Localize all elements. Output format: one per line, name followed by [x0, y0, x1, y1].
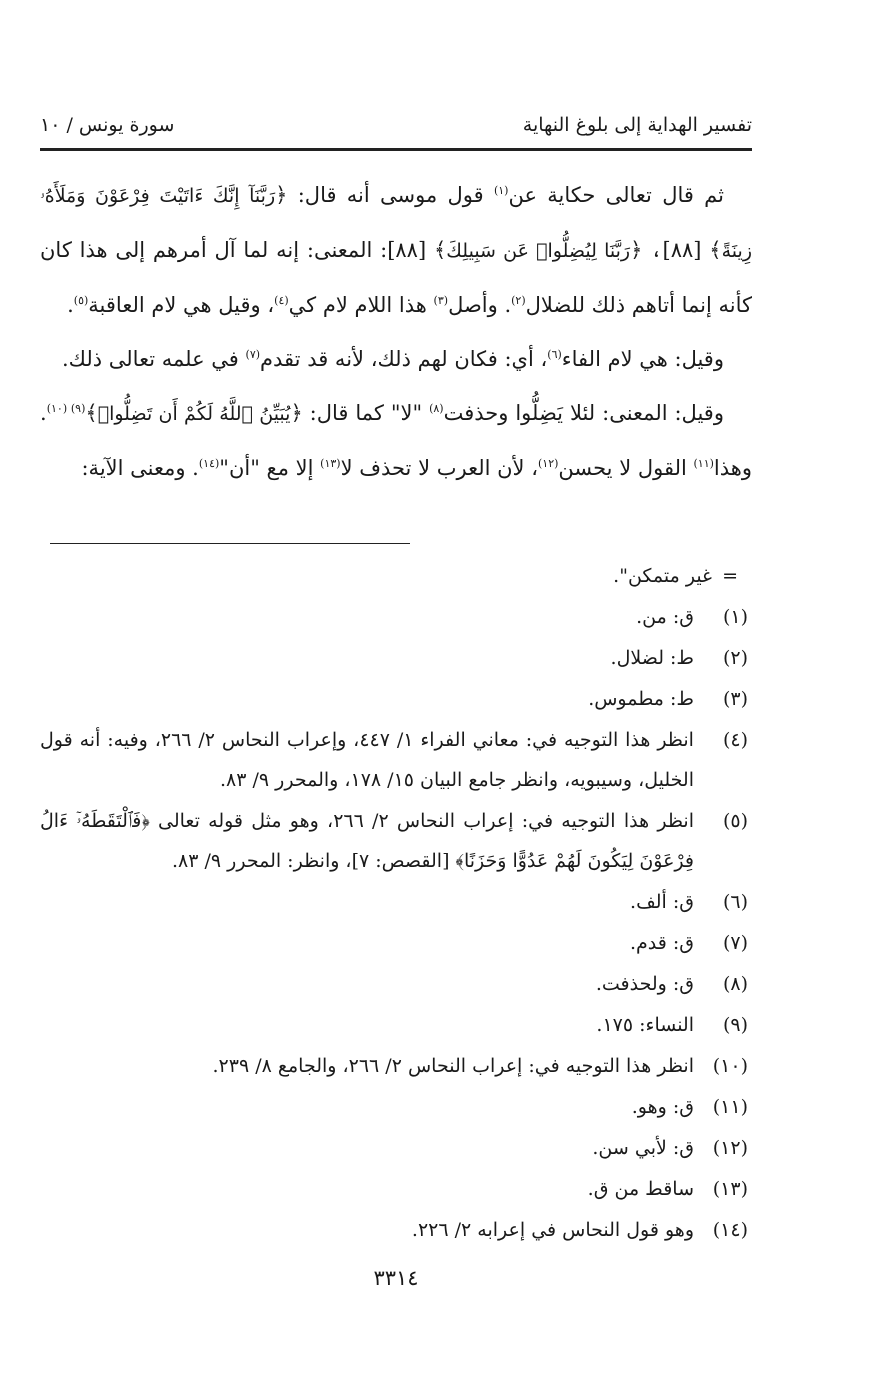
footnote: [40, 597, 752, 637]
paragraph-3: [40, 386, 752, 495]
footnote: [40, 1005, 752, 1045]
footnote: [40, 923, 752, 963]
footnote: [40, 1046, 752, 1086]
page-number: ٣٣١٤: [373, 1266, 419, 1290]
footnote-rule: [50, 543, 410, 544]
running-header: [40, 114, 752, 144]
footnote-text: ق: لأبي سن.: [592, 1137, 694, 1159]
quran-verse: رَبَّنَا لِيُضِلُّوا۟ عَن سَبِيلِكَ: [446, 240, 631, 262]
footnote-number: (٨): [722, 973, 748, 995]
footnote-ref: (١٣): [320, 457, 341, 470]
footnote-ref: (٥): [73, 294, 89, 307]
footnote-ref: (٤): [274, 294, 289, 307]
footnote-number: (٣): [722, 688, 748, 710]
footnote: [40, 1169, 752, 1209]
text-run: "لا" كما قال: ﴿: [290, 401, 430, 425]
text-run: هذا اللام لام كي: [288, 293, 434, 317]
book-page: [40, 0, 752, 1381]
footnote-ref: (٣): [433, 294, 449, 307]
text-run: وقيل: المعنى: لئلا يَضِلُّوا وحذفت: [443, 401, 724, 425]
footnote-ref: (٨): [429, 402, 444, 415]
footnote-number: (١٤): [712, 1219, 748, 1241]
footnote-ref: (١٠): [46, 402, 71, 415]
footnote-text: وهو قول النحاس في إعرابه ٢/ ٢٢٦.: [411, 1219, 694, 1241]
text-run: .: [67, 293, 74, 317]
footnote-number: (٩): [722, 1014, 748, 1036]
footnote-number: (١٠): [712, 1055, 748, 1077]
footnote: [40, 720, 752, 800]
footnote: [40, 1210, 752, 1250]
footnote-ref: (٧): [245, 348, 261, 361]
footnote-text: غير متمكن".: [613, 565, 712, 587]
footnote-text: ط: لضلال.: [610, 647, 694, 669]
text-run: ﴾ [٨٨]: المعنى: إنه لما آل أمرهم إلى هذا كان كأنه إنما أتاهم ذلك للضلال: [40, 238, 752, 317]
surah-title: سورة يونس / ١٠: [40, 114, 175, 136]
footnote-text: ق: قدم.: [629, 932, 694, 954]
footnotes: [40, 556, 752, 1251]
text-run: . وهذا: [40, 401, 752, 480]
text-run: . وأصل: [448, 293, 512, 317]
footnote-continuation: [40, 556, 752, 596]
footnote-text: ط: مطموس.: [588, 688, 694, 710]
footnote-text: ق: وهو.: [631, 1096, 694, 1118]
footnote-text: النساء: ١٧٥.: [596, 1014, 694, 1036]
footnote-text: ق: ألف.: [630, 891, 694, 913]
text-run: القول لا يحسن: [558, 456, 694, 480]
text-run: إلا مع "أن": [219, 456, 321, 480]
footnote: [40, 1128, 752, 1168]
text-run: ﴾ [٨٨]، ﴿: [630, 238, 722, 262]
footnote: [40, 964, 752, 1004]
text-run: ثم قال تعالى حكاية عن: [508, 183, 724, 207]
text-run: . ومعنى الآية:: [81, 456, 199, 480]
footnote: [40, 638, 752, 678]
text-run: وقيل: هي لام الفاء: [561, 347, 724, 371]
text-run: ، أي: فكان لهم ذلك، لأنه قد تقدم: [260, 347, 548, 371]
footnote-text: انظر هذا التوجيه في: إعراب النحاس ٢/ ٢٦٦، والجامع ٨/ ٢٣٩.: [212, 1055, 694, 1077]
footnote-number: (٥): [722, 810, 748, 832]
footnote: [40, 679, 752, 719]
footnote-number: (٦): [722, 891, 748, 913]
footnote: [40, 801, 752, 881]
footnote-number: =: [722, 565, 738, 587]
footnote-number: (٧): [722, 932, 748, 954]
footnote-number: (١٢): [712, 1137, 748, 1159]
quran-verse: يُبَيِّنُ ٱللَّهُ لَكُمْ أَن تَضِلُّوا۟: [97, 403, 291, 425]
text-run: ﴾: [85, 401, 98, 425]
text-run: قول موسى أنه قال: ﴿: [275, 183, 494, 207]
paragraph-2: [40, 332, 752, 386]
footnote-ref: (٦): [547, 348, 562, 361]
footnote-number: (١٣): [712, 1178, 748, 1200]
footnote-text: ق: ولحذفت.: [595, 973, 694, 995]
header-rule: [40, 148, 752, 151]
text-run: ، لأن العرب لا تحذف لا: [340, 456, 538, 480]
footnote-number: (١١): [712, 1096, 748, 1118]
footnote-ref: (١): [493, 184, 509, 197]
footnote-ref: (١٢): [537, 457, 559, 470]
footnote-ref: (١٤): [198, 457, 220, 470]
footnote-number: (٢): [722, 647, 748, 669]
footnote-number: (١): [722, 606, 748, 628]
footnote-ref: (١١): [693, 457, 714, 470]
paragraph-1: [40, 168, 752, 332]
text-run: ، وقيل هي لام العاقبة: [88, 293, 275, 317]
footnote-text: انظر هذا التوجيه في: معاني الفراء ١/ ٤٤٧، وإعراب النحاس ٢/ ٢٦٦، وفيه: أنه قول الخليل، وسيبويه، وانظر جامع البيان ١٥/ ١٧٨، والمحرر ٩/ ٨٣.: [40, 729, 694, 791]
book-title: تفسير الهداية إلى بلوغ النهاية: [522, 114, 752, 136]
footnote-ref: (٩): [70, 402, 86, 415]
text-run: في علمه تعالى ذلك.: [61, 347, 246, 371]
footnote: [40, 882, 752, 922]
footnote-text: انظر هذا التوجيه في: إعراب النحاس ٢/ ٢٦٦، وهو مثل قوله تعالى ﴿فَٱلْتَقَطَهُۥٓ ءَالُ فِرْعَوْنَ لِيَكُونَ لَهُمْ عَدُوًّا وَحَزَنًا﴾ [القصص: ٧]، وانظر: المحرر ٩/ ٨٣.: [40, 810, 694, 872]
footnote-text: ق: من.: [636, 606, 694, 628]
main-text: [40, 168, 752, 495]
quran-verse: رَبَّنَآ إِنَّكَ ءَاتَيْتَ فِرْعَوْنَ وَمَلَأَهُۥ زِينَةً: [40, 185, 752, 262]
footnote-ref: (٢): [511, 294, 526, 307]
footnote-number: (٤): [722, 729, 748, 751]
footnote: [40, 1087, 752, 1127]
footnote-text: ساقط من ق.: [587, 1178, 694, 1200]
